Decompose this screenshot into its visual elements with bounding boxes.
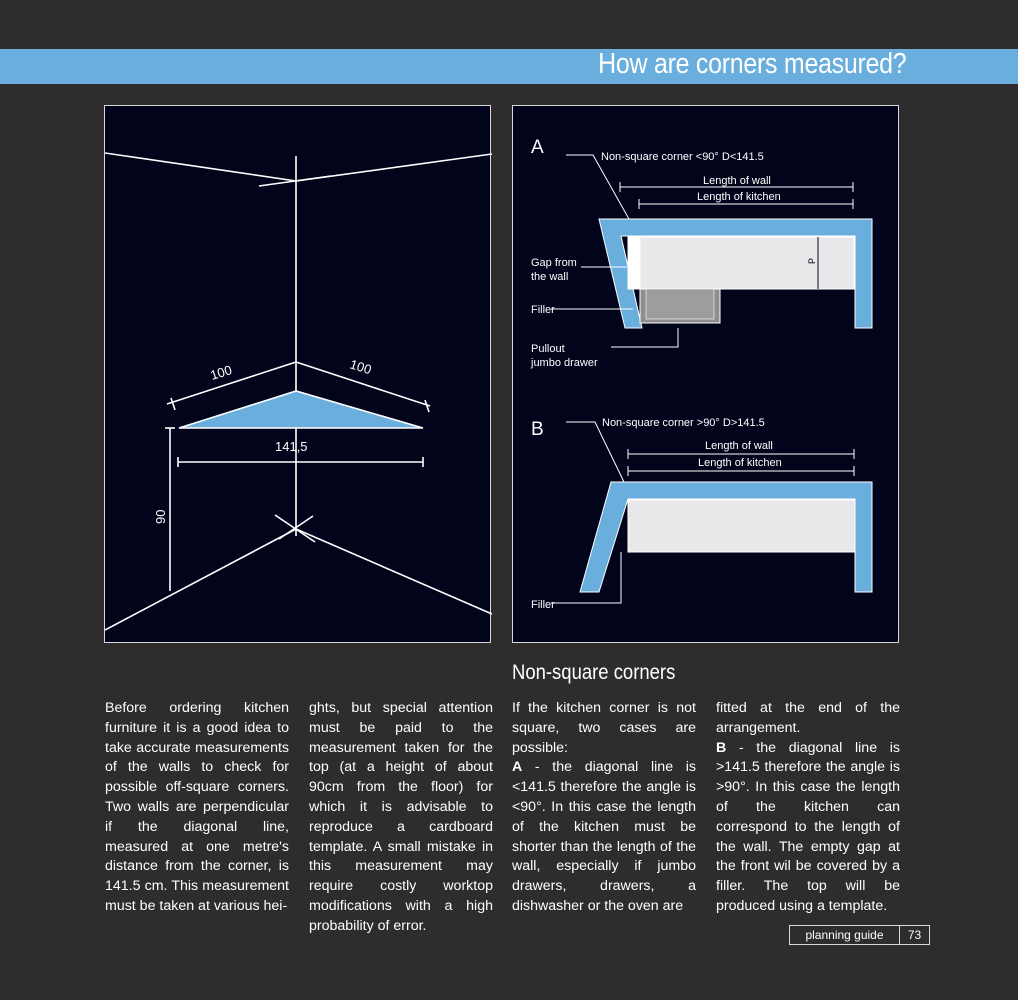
case-a-cabinet — [640, 237, 854, 289]
dim-label-100-left: 100 — [208, 362, 234, 383]
case-b-letter: B — [531, 419, 544, 440]
case-b-heading: Non-square corner >90° D>141.5 — [602, 417, 765, 429]
dim-label-diagonal: 141,5 — [275, 439, 308, 454]
case-b-cabinet — [628, 500, 855, 552]
case-a-heading: Non-square corner <90° D<141.5 — [601, 151, 764, 163]
diagonal-triangle — [179, 391, 423, 428]
case-a-pullout-pointer — [611, 328, 678, 347]
footer-label: planning guide — [790, 926, 900, 944]
case-intro-text: If the kitchen corner is not square, two cases are possible: — [512, 700, 696, 756]
body-column-3 — [512, 699, 696, 917]
body-column-1: Before ordering kitchen furniture it is a good idea to take accurate measurements of the walls to check for possible off-square corners. Two walls are perpendicular if the diagonal line, measured at one metre's distance from the corner, is 141.5 cm. This measurement must be taken at various hei- — [105, 700, 289, 914]
corner-measurement-diagram — [104, 105, 491, 643]
case-a-text: - the diagonal line is <141.5 therefore the angle is <90°. In this case the length of the kitchen must be shorter than the length of the wall, especially if jumbo drawers, drawers, a dishwasher or the oven are — [512, 759, 696, 914]
case-a-text-continued: fitted at the end of the arrangement. — [716, 700, 900, 736]
non-square-corner-svg — [513, 106, 900, 644]
dim-label-height: 90 — [153, 509, 168, 524]
case-b-filler-label: Filler — [531, 599, 555, 611]
page-title: How are corners measured? — [597, 48, 906, 80]
page-footer — [789, 925, 930, 945]
case-a-gap-label-2: the wall — [531, 271, 569, 283]
corner-measurement-svg — [105, 106, 492, 644]
title-band — [0, 49, 1018, 84]
case-a-length-kitchen: Length of kitchen — [697, 191, 781, 203]
dim-label-100-right: 100 — [348, 356, 374, 378]
case-a-filler-label: Filler — [531, 304, 555, 316]
case-a-depth-mark: P — [807, 257, 817, 264]
wall-top-left-line — [105, 153, 296, 181]
case-a-text-label: A — [512, 759, 523, 776]
case-b-pointer-line — [566, 422, 624, 482]
section-heading: Non-square corners — [512, 661, 676, 684]
case-a-length-wall: Length of wall — [703, 175, 771, 187]
case-a-pullout-label-2: jumbo drawer — [531, 357, 598, 369]
case-b-text: - the diagonal line is >141.5 therefore the angle is >90°. In this case the length of the kitchen can correspond to the length of the wall. The empty gap at the front wil be covered by a filler. The top will be produced using a template. — [716, 739, 900, 914]
body-column-4 — [716, 699, 900, 917]
wall-bottom-left-line — [105, 529, 296, 630]
page-number: 73 — [907, 928, 922, 942]
case-b-length-wall: Length of wall — [705, 440, 773, 452]
body-column-2: ghts, but special attention must be paid to the measurement taken for the top (at a height of about 90cm from the floor) for which it is advisable to reproduce a cardboard template. A small mistake in this measurement may require costly worktop modifications with a high probability of error. — [309, 700, 493, 934]
case-a-drawer-front — [646, 289, 714, 319]
case-b-text-label: B — [716, 739, 727, 756]
case-a-letter: A — [531, 137, 544, 158]
non-square-corner-diagram — [512, 105, 899, 643]
wall-bottom-right-line — [296, 529, 492, 614]
case-a-filler-panel — [628, 237, 639, 289]
case-a-pullout-label-1: Pullout — [531, 343, 565, 355]
case-b-length-kitchen: Length of kitchen — [698, 457, 782, 469]
dim-tick — [171, 398, 175, 410]
case-a-gap-label-1: Gap from — [531, 257, 577, 269]
